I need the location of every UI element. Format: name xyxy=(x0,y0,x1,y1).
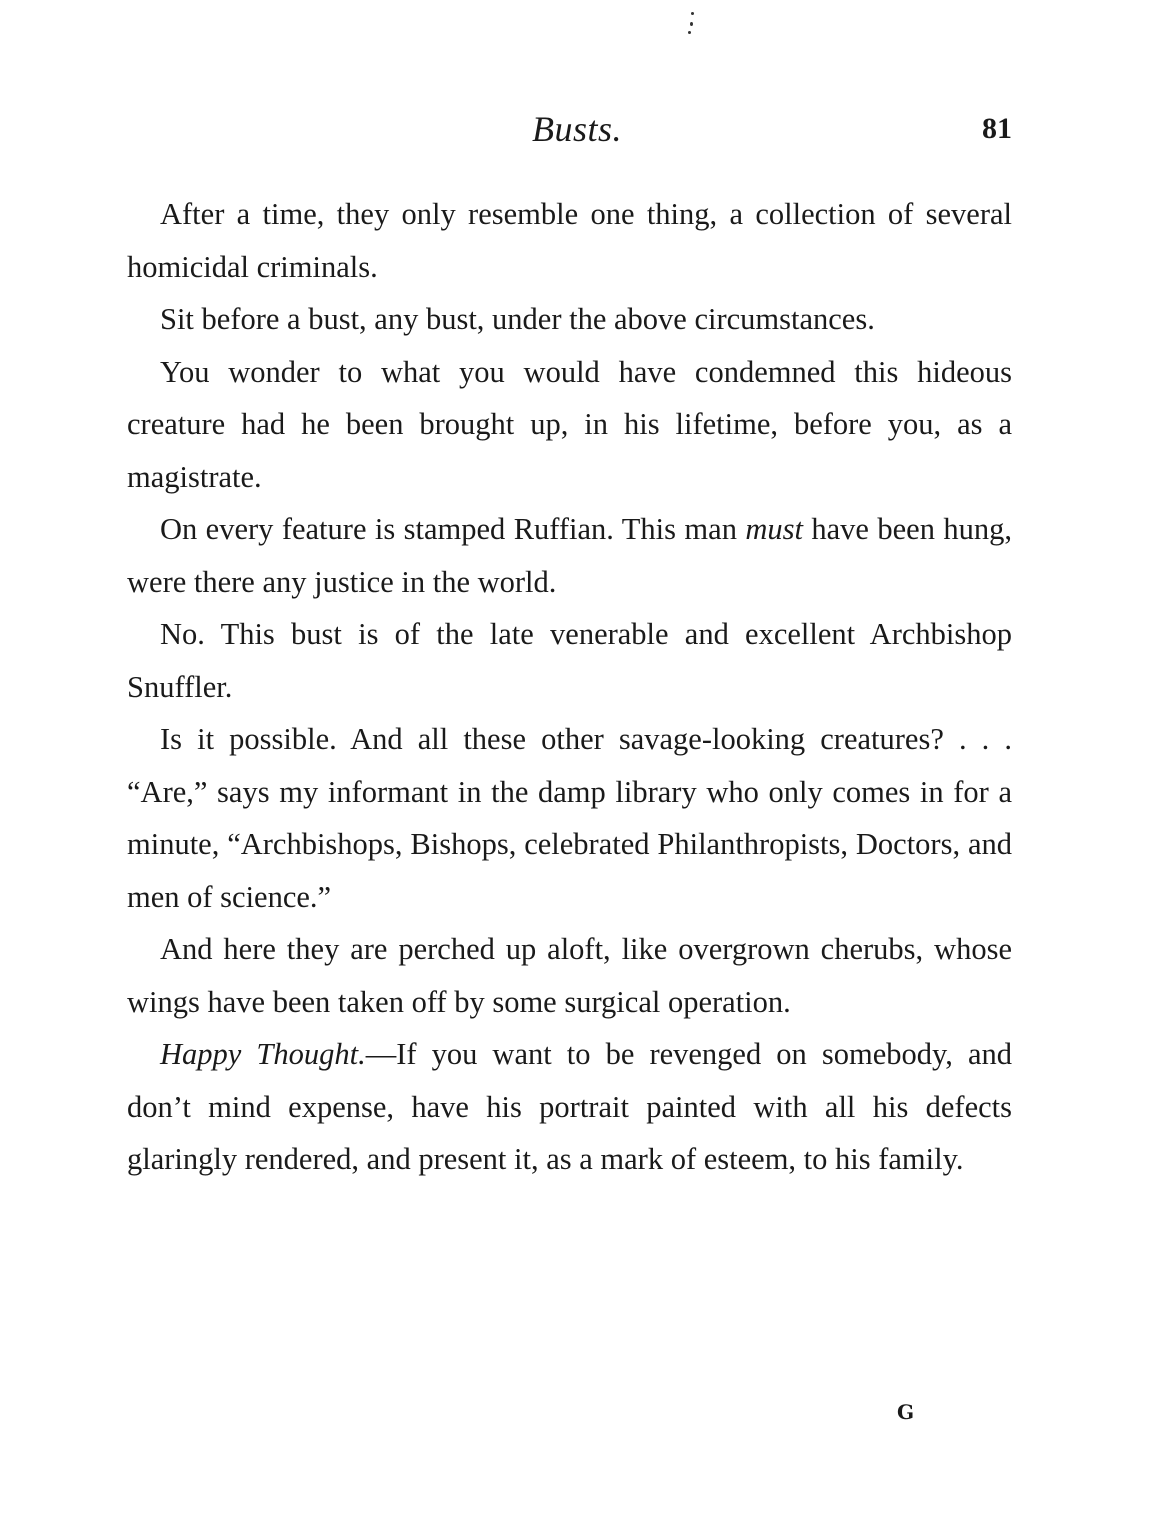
paragraph-5: No. This bust is of the late venerable and excellent Archbishop Snuffler. xyxy=(127,617,1012,704)
paragraph-2: Sit before a bust, any bust, under the above circumstances. xyxy=(160,302,875,336)
paragraph-3: You wonder to what you would have condemned this hideous creature had he been brought up, in his lifetime, before you, as a magistrate. xyxy=(127,354,1012,494)
paragraph-4 xyxy=(127,503,1012,608)
scan-speck xyxy=(688,31,691,34)
body-text xyxy=(127,188,1012,1186)
paragraph-1: After a time, they only resemble one thing, a collection of several homicidal criminals. xyxy=(127,197,1012,284)
paragraph-8 xyxy=(127,1028,1012,1186)
paragraph-4-after: have been hung, were there any justice in the world. xyxy=(127,512,1012,599)
signature-mark: G xyxy=(897,1400,915,1424)
page-header xyxy=(0,108,1154,158)
paragraph-4-before: On every feature is stamped Ruffian. This man xyxy=(160,512,746,546)
paragraph-6: Is it possible. And all these other savage-looking creatures? . . . “Are,” says my informant in the damp library who only comes in for a minute, “Archbishops, Bishops, celebrated Philanthropists, Doctors, and men of science.” xyxy=(127,722,1012,914)
scan-speck xyxy=(690,22,693,26)
paragraph-8-text: —If you want to be revenged on somebody, and don’t mind expense, have his portrait painted with all his defects glaringly rendered, and present it, as a mark of esteem, to his family. xyxy=(127,1037,1012,1176)
running-title: Busts. xyxy=(531,109,622,149)
emphasis-word: must xyxy=(745,512,803,546)
scan-speck xyxy=(691,12,694,15)
happy-thought-lead: Happy Thought. xyxy=(160,1037,366,1071)
paragraph-7: And here they are perched up aloft, like overgrown cherubs, whose wings have been taken off by some surgical operation. xyxy=(127,932,1012,1019)
page-number: 81 xyxy=(982,112,1012,145)
